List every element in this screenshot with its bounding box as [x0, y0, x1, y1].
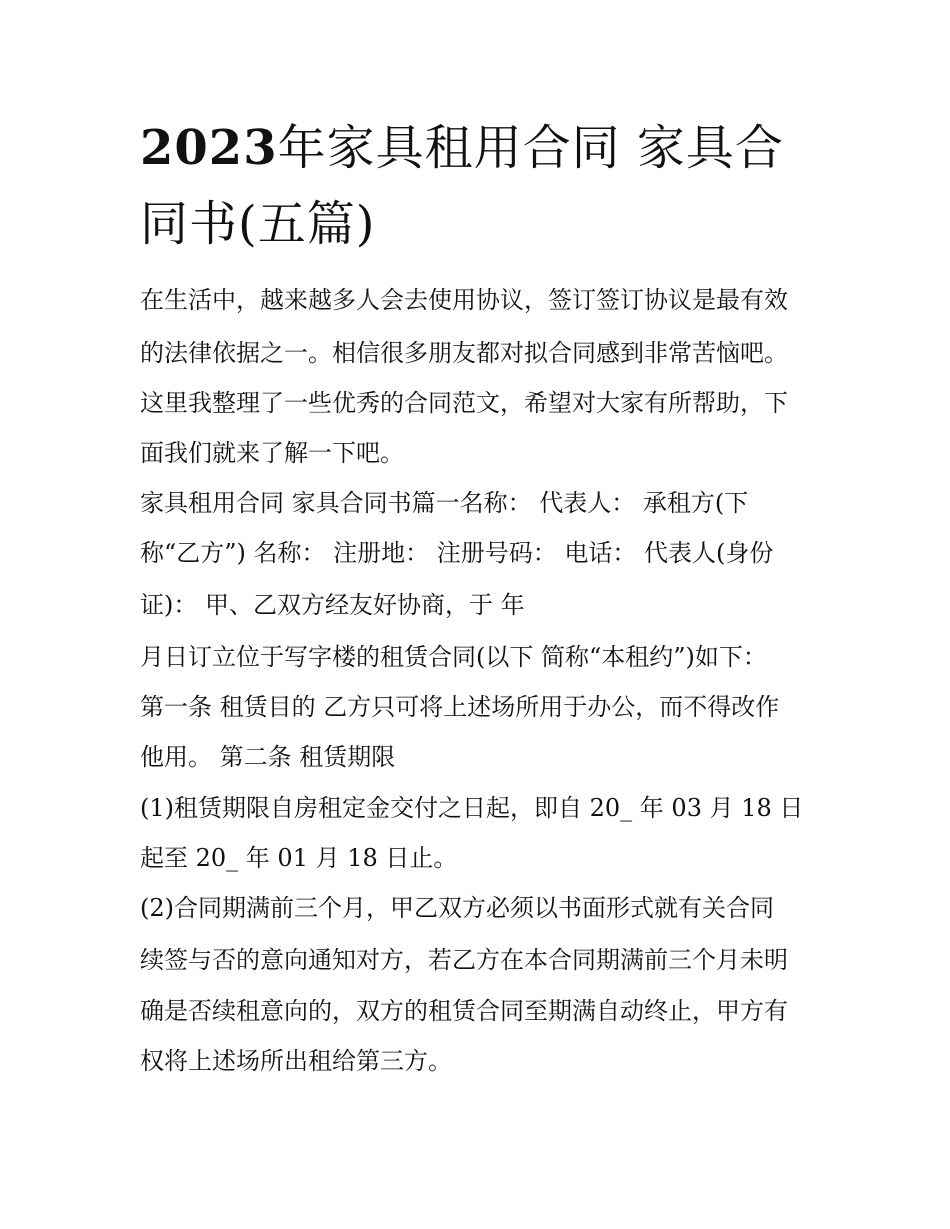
body-line: 他用。 第二条 租赁期限	[140, 743, 396, 771]
body-line: 称“乙方”) 名称： 注册地： 注册号码： 电话： 代表人(身份	[140, 539, 774, 567]
body-line: (1)租赁期限自房租定金交付之日起，即自 20_ 年 03 月 18 日	[140, 794, 804, 822]
body-line: 权将上述场所出租给第三方。	[140, 1047, 452, 1075]
body-line: 这里我整理了一些优秀的合同范文，希望对大家有所帮助，下	[140, 389, 788, 417]
title-text: 年家具租用合同 家具合同书(五篇)	[140, 120, 784, 252]
body-line: 续签与否的意向通知对方，若乙方在本合同期满前三个月未明	[140, 946, 788, 974]
body-line: 第一条 租赁目的 乙方只可将上述场所用于办公，而不得改作	[140, 693, 780, 721]
body-line: 家具租用合同 家具合同书篇一名称： 代表人： 承租方(下	[140, 489, 749, 517]
title-year: 2023	[140, 120, 278, 176]
body-line: (2)合同期满前三个月，甲乙双方必须以书面形式就有关合同	[140, 894, 774, 922]
body-line: 起至 20_ 年 01 月 18 日止。	[140, 844, 458, 872]
body-line: 面我们就来了解一下吧。	[140, 439, 404, 467]
body-line: 证)： 甲、乙双方经友好协商，于 年	[140, 591, 525, 619]
body-line: 确是否续租意向的，双方的租赁合同至期满自动终止，甲方有	[140, 997, 788, 1025]
document-title	[140, 110, 820, 262]
body-line: 在生活中，越来越多人会去使用协议，签订签订协议是最有效	[140, 286, 788, 314]
body-line: 的法律依据之一。相信很多朋友都对拟合同感到非常苦恼吧。	[140, 339, 788, 367]
body-line: 月日订立位于写字楼的租赁合同(以下 简称“本租约”)如下：	[140, 643, 767, 671]
